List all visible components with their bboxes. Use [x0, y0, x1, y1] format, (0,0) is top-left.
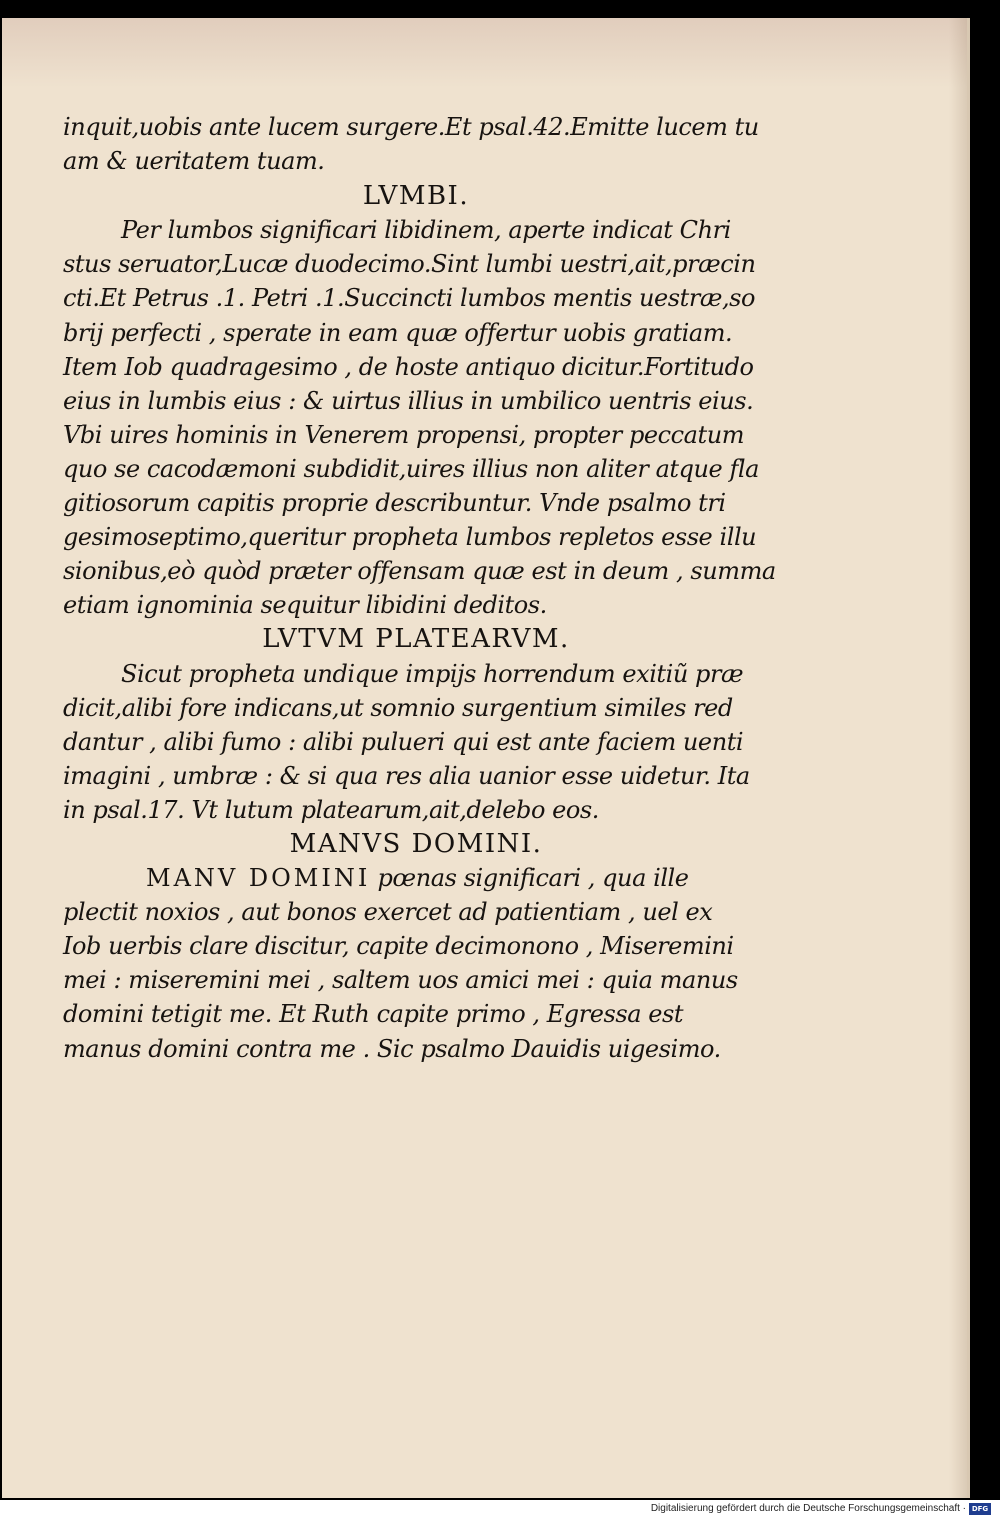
dfg-logo-icon: DFG [969, 1503, 991, 1515]
text-line: gitiosorum capitis proprie describuntur. Vnde psalmo tri [63, 489, 726, 518]
text-line: Per lumbos significari libidinem, aperte indicat Chri [121, 216, 731, 245]
text-line: plectit noxios , aut bonos exercet ad patientiam , uel ex [63, 898, 713, 927]
text-line: stus seruator,Lucæ duodecimo.Sint lumbi uestri,ait,præcin [63, 250, 756, 279]
text-line: mei : miseremini mei , saltem uos amici mei : quia manus [63, 966, 738, 995]
funding-credit: Digitalisierung gefördert durch die Deutsche Forschungsgemeinschaft · [650, 1503, 966, 1514]
text-line: imagini , umbræ : & si qua res alia uanior esse uidetur. Ita [63, 761, 750, 790]
text-line: etiam ignominia sequitur libidini deditos. [63, 591, 547, 620]
text-line: Vbi uires hominis in Venerem propensi, propter peccatum [63, 420, 745, 449]
text-line: am & ueritatem tuam. [63, 147, 325, 176]
text-line: Item Iob quadragesimo , de hoste antiquo dicitur.Fortitudo [63, 352, 754, 381]
text-line: sionibus,eò quòd præter offensam quæ est in deum , summa [63, 557, 776, 586]
text-line [63, 861, 769, 895]
text-line: brij perfecti , sperate in eam quæ offertur uobis gratiam. [63, 318, 733, 347]
page-text [63, 110, 776, 1066]
section-heading-lutum-platearum: LVTVM PLATEARVM. [262, 624, 570, 655]
text-line: manus domini contra me . Sic psalmo Dauidis uigesimo. [63, 1034, 721, 1063]
text-line: Iob uerbis clare discitur, capite decimonono , Miseremini [63, 932, 734, 961]
text-line: gesimoseptimo,queritur propheta lumbos repletos esse illu [63, 523, 757, 552]
text-line: quo se cacodæmoni subdidit,uires illius non aliter atque fla [63, 454, 760, 483]
text-line: in psal.17. Vt lutum platearum,ait,delebo eos. [63, 795, 599, 824]
lead-rest: pœnas significari , qua ille [370, 864, 689, 893]
text-line: cti.Et Petrus .1. Petri .1.Succincti lumbos mentis uestræ,so [63, 284, 756, 313]
text-line: Sicut propheta undique impijs horrendum exitiũ præ [121, 659, 744, 688]
lead-caps: MANV DOMINI [146, 864, 371, 893]
book-page [2, 18, 970, 1498]
footer [0, 1500, 1000, 1518]
text-line: domini tetigit me. Et Ruth capite primo , Egressa est [63, 1000, 684, 1029]
text-line: dicit,alibi fore indicans,ut somnio surgentium similes red [63, 693, 733, 722]
section-heading-manus-domini: MANVS DOMINI. [289, 828, 543, 859]
text-line: inquit,uobis ante lucem surgere.Et psal.42.Emitte lucem tu [63, 113, 759, 141]
text-line: dantur , alibi fumo : alibi pulueri qui est ante faciem uenti [63, 727, 744, 756]
text-line: eius in lumbis eius : & uirtus illius in umbilico uentris eius. [63, 386, 754, 415]
section-heading-lumbi: LVMBI. [362, 181, 470, 212]
